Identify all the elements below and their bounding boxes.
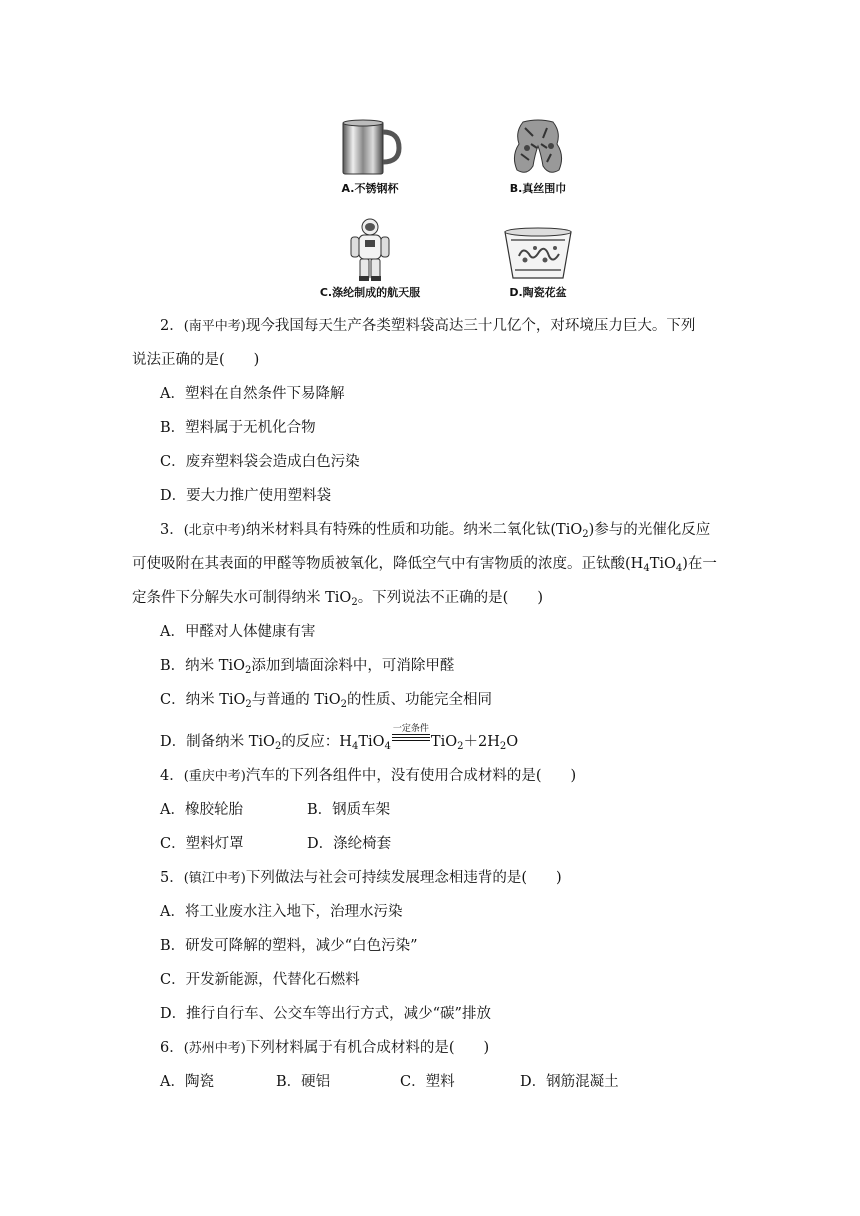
q3-stem-line1 (160, 520, 710, 541)
q3-option-b (160, 656, 454, 676)
q4-option-a: A．橡胶轮胎 (160, 802, 243, 818)
q3-source: (北京中考) (183, 523, 246, 538)
q3-sub: 2 (351, 597, 358, 608)
q2-stem-line1 (160, 316, 695, 337)
q3-stem-line3 (132, 588, 543, 608)
q4-stem-text: 汽车的下列各组件中，没有使用合成材料的是( ) (245, 768, 577, 784)
q4-option-c: C．塑料灯罩 (160, 836, 244, 852)
q3-sub: 4 (643, 563, 650, 574)
q6-option-b: B．硬铝 (276, 1074, 331, 1090)
q3-optd-6: O (506, 734, 519, 750)
q4-option-d: D．涤纶椅套 (307, 836, 392, 852)
q3-sub: 2 (499, 741, 507, 752)
q3-text-1a: 纳米材料具有特殊的性质和功能。纳米二氧化钛(TiO (245, 522, 583, 538)
q3-sub: 4 (675, 563, 683, 574)
q3-number: 3． (160, 522, 184, 538)
q6-stem-text: 下列材料属于有机合成材料的是( ) (245, 1040, 490, 1056)
q3-optd-4: TiO (430, 734, 458, 750)
q3-optc-3: 的性质、功能完全相同 (346, 692, 492, 708)
q3-text-2a: 可使吸附在其表面的甲醛等物质被氧化，降低空气中有害物质的浓度。正钛酸(H (132, 556, 644, 572)
q3-optd-1: D．制备纳米 TiO (160, 734, 275, 750)
q3-option-a: A．甲醛对人体健康有害 (160, 624, 316, 640)
q3-sub: 2 (274, 741, 282, 752)
q3-sub: 2 (245, 699, 252, 710)
q6-stem (160, 1038, 489, 1059)
figure-c-caption: C.涤纶制成的航天服 (319, 286, 421, 299)
steel-cup-icon (337, 118, 403, 178)
figure-b (458, 118, 618, 196)
q3-sub: 2 (244, 665, 252, 676)
q5-stem (160, 868, 562, 889)
q3-optd-3: TiO (358, 734, 385, 750)
reaction-condition-label: 一定条件 (392, 724, 429, 734)
q3-optd-2: 的反应：H (281, 734, 352, 750)
q3-optd-5: ＋2H (463, 734, 500, 750)
figure-d (458, 218, 618, 300)
q3-stem-line2 (132, 554, 717, 574)
q3-text-1b: )参与的光催化反应 (588, 522, 711, 538)
q5-stem-text: 下列做法与社会可持续发展理念相违背的是( ) (245, 870, 562, 886)
q3-optb-1: B．纳米 TiO (160, 658, 245, 674)
q3-option-d (160, 724, 519, 752)
silk-scarf-icon (503, 118, 573, 178)
q6-number: 6． (160, 1040, 184, 1056)
figure-a (290, 118, 450, 196)
q3-text-3b: 。下列说法不正确的是( ) (357, 590, 544, 606)
q6-option-a: A．陶瓷 (160, 1074, 214, 1090)
q5-option-a: A．将工业废水注入地下，治理水污染 (160, 904, 403, 920)
q5-source: (镇江中考) (183, 871, 246, 886)
q3-sub: 4 (384, 741, 391, 752)
q3-optc-2: 与普通的 TiO (251, 692, 341, 708)
figure-b-caption: B.真丝围巾 (509, 182, 567, 195)
q6-source: (苏州中考) (183, 1041, 246, 1056)
reaction-condition-arrow (392, 724, 430, 744)
q3-sub: 4 (351, 741, 359, 752)
q4-number: 4． (160, 768, 184, 784)
q4-source: (重庆中考) (183, 769, 246, 784)
q6-option-d: D．钢筋混凝土 (520, 1074, 619, 1090)
q3-optc-1: C．纳米 TiO (160, 692, 246, 708)
q5-option-d: D．推行自行车、公交车等出行方式，减少“碳”排放 (160, 1006, 491, 1022)
q3-option-c (160, 690, 492, 710)
q3-text-2b: TiO (649, 556, 676, 572)
figure-a-caption: A.不锈钢杯 (341, 182, 399, 195)
q3-text-2c: )在一 (682, 556, 717, 572)
q2-stem1: 现今我国每天生产各类塑料袋高达三十几亿个，对环境压力巨大。下列 (245, 318, 696, 334)
q3-sub: 2 (582, 529, 589, 540)
q2-option-a: A．塑料在自然条件下易降解 (160, 386, 345, 402)
q3-text-3a: 定条件下分解失水可制得纳米 TiO (132, 590, 352, 606)
ceramic-pot-icon (501, 226, 575, 282)
q2-source: (南平中考) (183, 319, 246, 334)
q5-option-c: C．开发新能源，代替化石燃料 (160, 972, 360, 988)
q3-sub: 2 (457, 741, 464, 752)
figure-d-caption: D.陶瓷花盆 (509, 286, 567, 299)
q6-option-c: C．塑料 (400, 1074, 455, 1090)
q4-stem (160, 766, 576, 787)
q2-option-d: D．要大力推广使用塑料袋 (160, 488, 332, 504)
spacesuit-icon (347, 218, 393, 282)
q2-number: 2． (160, 318, 184, 334)
q5-number: 5． (160, 870, 184, 886)
figure-c (290, 218, 450, 300)
q2-option-c: C．废弃塑料袋会造成白色污染 (160, 454, 360, 470)
q3-optb-2: 添加到墙面涂料中，可消除甲醛 (251, 658, 455, 674)
q2-stem-line2: 说法正确的是( ) (132, 352, 260, 368)
q3-sub: 2 (340, 699, 347, 710)
q5-option-b: B．研发可降解的塑料，减少“白色污染” (160, 938, 418, 954)
q2-option-b: B．塑料属于无机化合物 (160, 420, 316, 436)
q4-option-b: B．钢质车架 (307, 802, 391, 818)
